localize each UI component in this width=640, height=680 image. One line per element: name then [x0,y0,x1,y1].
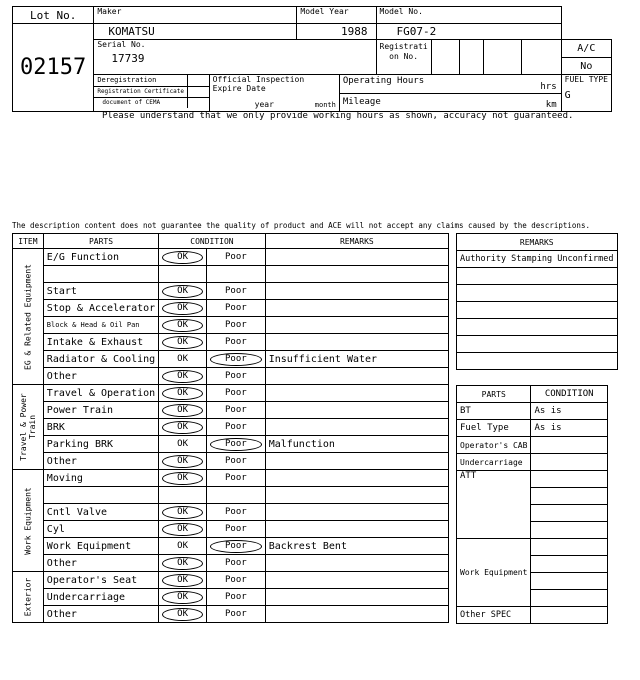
header-parts: PARTS [43,234,158,249]
selected-condition-oval: OK [162,608,203,621]
condition-poor [207,487,266,504]
right-remarks-table [456,233,618,370]
table-row [13,351,449,368]
lot-label: Lot No. [13,7,94,24]
table-row [13,504,449,521]
table-row [13,606,449,623]
selected-condition-oval: OK [162,285,203,298]
hours-notice: Please understand that we only provide working hours as shown, accuracy not guaranteed. [102,111,574,121]
selected-condition-oval: Poor [210,353,262,366]
condition-poor: Poor [207,334,266,351]
remark [265,453,448,470]
inspection-cell [209,75,339,112]
condition-poor: Poor [207,385,266,402]
condition-ok [159,249,207,266]
header-item: ITEM [13,234,44,249]
model-year-label: Model Year [297,7,376,24]
other-spec-label: Other SPEC [457,607,531,624]
part-name: Stop & Accelerator [43,300,158,317]
lot-number: 02157 [13,24,94,112]
condition-ok [159,470,207,487]
model-no-value: FG07-2 [376,24,561,40]
remark [265,470,448,487]
hours-mileage-cell [339,75,561,112]
remark [265,317,448,334]
remark [265,589,448,606]
remark [265,266,448,283]
remark: Backrest Bent [265,538,448,555]
table-row [13,453,449,470]
selected-condition-oval: OK [162,574,203,587]
remark [265,385,448,402]
selected-condition-oval: OK [162,591,203,604]
condition-ok [159,368,207,385]
table-row [13,266,449,283]
condition-ok [159,266,207,283]
table-row [13,368,449,385]
serial-value: 17739 [111,52,145,65]
part-name [43,266,158,283]
condition-ok [159,606,207,623]
part-name: Operator's Seat [43,572,158,589]
selected-condition-oval: OK [162,319,203,332]
condition-poor: Poor [207,521,266,538]
condition-poor [207,351,266,368]
serial-cell [94,40,376,75]
part-name: Undercarriage [43,589,158,606]
category-exterior: Exterior [13,572,44,623]
part-name: Other [43,606,158,623]
right-remarks-line: Authority Stamping Unconfirmed [457,251,618,268]
operator-cab-label: Operator's CAB [457,437,531,454]
table-row [13,470,449,487]
category-work: Work Equipment [13,470,44,572]
table-row [13,589,449,606]
part-name: Radiator & Cooling [43,351,158,368]
selected-condition-oval: OK [162,472,203,485]
condition-poor: Poor [207,453,266,470]
bt-value: As is [531,403,608,420]
right-condition-header: CONDITION [531,386,608,403]
condition-ok: OK [159,538,207,555]
bt-label: BT [457,403,531,420]
remark [265,402,448,419]
table-row [13,300,449,317]
model-year-value: 1988 [297,24,376,40]
fuel-type-label: FUEL TYPE [564,75,608,84]
fuel-type-value: G [564,90,571,101]
condition-poor: Poor [207,368,266,385]
remark [265,572,448,589]
operating-hours-unit: hrs [540,82,557,92]
table-row [13,436,449,453]
condition-poor [207,436,266,453]
selected-condition-oval: Poor [210,540,262,553]
att-label: ATT [457,471,531,539]
deregistration-label: Deregistration [94,75,187,86]
condition-ok [159,572,207,589]
remark [265,368,448,385]
remark: Malfunction [265,436,448,453]
ac-value: No [561,58,611,75]
condition-ok [159,283,207,300]
condition-ok [159,521,207,538]
selected-condition-oval: OK [162,421,203,434]
cema-document-label: document of CEMA [102,99,161,107]
mileage-unit: km [545,100,557,110]
condition-poor: Poor [207,249,266,266]
part-name: E/G Function [43,249,158,266]
right-parts-table [456,385,608,624]
part-name: BRK [43,419,158,436]
remark [265,283,448,300]
remark [265,521,448,538]
part-name: Parking BRK [43,436,158,453]
selected-condition-oval: OK [162,251,203,264]
condition-ok [159,334,207,351]
selected-condition-oval: OK [162,387,203,400]
registration-label: Registrati on No. [376,40,431,75]
table-row [13,334,449,351]
part-name [43,487,158,504]
condition-poor: Poor [207,606,266,623]
condition-poor: Poor [207,555,266,572]
inspection-table [12,233,449,623]
right-remarks-header: REMARKS [457,234,618,251]
right-parts-header: PARTS [457,386,531,403]
registration-box-3 [484,40,522,75]
operating-hours-label: Operating Hours [342,76,425,86]
condition-ok: OK [159,436,207,453]
condition-ok [159,385,207,402]
condition-ok [159,317,207,334]
vehicle-info-table [12,6,612,112]
registration-box-1 [431,40,459,75]
remark [265,555,448,572]
condition-poor [207,266,266,283]
undercarriage-part-label: Undercarriage [457,454,531,471]
table-row [13,317,449,334]
selected-condition-oval: OK [162,557,203,570]
condition-poor: Poor [207,283,266,300]
category-travel1: Travel & Power Train [13,385,44,470]
condition-poor: Poor [207,572,266,589]
registration-box-4 [522,40,561,75]
remark [265,249,448,266]
selected-condition-oval: OK [162,455,203,468]
condition-poor: Poor [207,504,266,521]
deregistration-cell [94,75,209,112]
fuel-type-cell [561,75,611,112]
part-name: Cyl [43,521,158,538]
part-name: Start [43,283,158,300]
model-no-label: Model No. [376,7,561,24]
mileage-label: Mileage [342,97,381,107]
table-row [13,487,449,504]
selected-condition-oval: OK [162,370,203,383]
maker-value: KOMATSU [94,24,297,40]
condition-ok [159,402,207,419]
registration-box-2 [460,40,484,75]
part-name: Power Train [43,402,158,419]
part-name: Other [43,555,158,572]
condition-ok [159,419,207,436]
remark [265,300,448,317]
remark [265,606,448,623]
inspection-month-label: month [314,101,336,109]
serial-label: Serial No. [97,40,146,49]
condition-poor: Poor [207,402,266,419]
remark [265,504,448,521]
remark [265,487,448,504]
selected-condition-oval: Poor [210,438,262,451]
condition-poor: Poor [207,419,266,436]
condition-poor: Poor [207,317,266,334]
fuel-type-part-value: As is [531,420,608,437]
selected-condition-oval: OK [162,506,203,519]
ac-label: A/C [561,40,611,58]
part-name: Cntl Valve [43,504,158,521]
remark [265,334,448,351]
inspection-year-label: year [254,100,274,109]
registration-certificate-label: Registration Certificate [94,86,187,97]
part-name: Block & Head & Oil Pan [43,317,158,334]
description-notice: The description content does not guarantee the quality of product and ACE will not accept any claims caused by the descriptions. [12,221,590,230]
selected-condition-oval: OK [162,336,203,349]
table-row [13,419,449,436]
condition-poor: Poor [207,470,266,487]
header-remarks: REMARKS [265,234,448,249]
table-row [13,572,449,589]
part-name: Intake & Exhaust [43,334,158,351]
condition-ok [159,555,207,572]
table-row [13,283,449,300]
condition-ok: OK [159,351,207,368]
condition-ok [159,487,207,504]
table-row [13,249,449,266]
selected-condition-oval: OK [162,523,203,536]
condition-poor: Poor [207,589,266,606]
remark: Insufficient Water [265,351,448,368]
condition-ok [159,300,207,317]
part-name: Work Equipment [43,538,158,555]
selected-condition-oval: OK [162,404,203,417]
table-row [13,385,449,402]
inspection-label: Official Inspection Expire Date [212,75,305,93]
selected-condition-oval: OK [162,302,203,315]
condition-ok [159,453,207,470]
maker-label: Maker [94,7,297,24]
part-name: Other [43,368,158,385]
condition-poor [207,538,266,555]
remark [265,419,448,436]
table-row [13,521,449,538]
table-row [13,555,449,572]
condition-ok [159,504,207,521]
condition-ok [159,589,207,606]
work-equipment-part-label: Work Equipment [457,539,531,607]
table-row [13,538,449,555]
fuel-type-part-label: Fuel Type [457,420,531,437]
header-condition: CONDITION [159,234,266,249]
table-row [13,402,449,419]
part-name: Travel & Operation [43,385,158,402]
condition-poor: Poor [207,300,266,317]
part-name: Moving [43,470,158,487]
part-name: Other [43,453,158,470]
category-eg: EG & Related Equipment [13,249,44,385]
